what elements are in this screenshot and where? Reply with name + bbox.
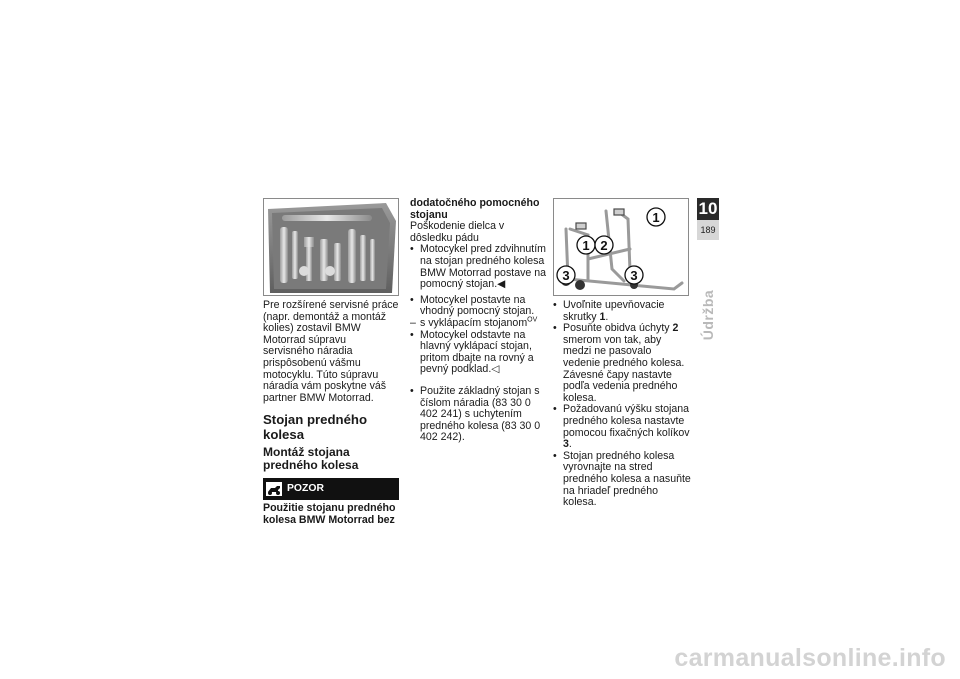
callout-1: 1 [652, 210, 660, 225]
motorcycle-warning-icon [266, 482, 282, 496]
section-heading: Stojan predného kolesa [263, 412, 368, 443]
damage-text: Poškodenie dielca v dôsledku pádu [410, 220, 505, 244]
tool-kit-photo [263, 198, 399, 296]
column-2 [410, 198, 546, 444]
instruction-list [410, 244, 546, 444]
list-item: • Uvoľnite upevňovacie skrutky 1. [553, 300, 691, 323]
callout-1-second: 1 [582, 238, 590, 253]
option-superscript: OV [527, 316, 538, 324]
list-item: • Požadovanú výšku stojana predného kolesa nastavte pomocou fixačných kolíkov 3. [553, 404, 691, 450]
front-wheel-stand-illustration [553, 198, 689, 296]
tool-kit-illustration [264, 199, 398, 295]
warning-text-continued: dodatočného pomocného stojanu [410, 197, 540, 221]
watermark-text: carmanualsonline.info [674, 644, 946, 672]
intro-paragraph: Pre rozšírené servisné práce (napr. demontáž a montáž kolies) zostavil BMW Motorrad súpravu servisného náradia prispôsobenú vášmu motocyklu. Túto súpravu náradia vám poskytne váš partner BMW Motorrad. [263, 299, 399, 404]
section-title-vertical [690, 285, 726, 345]
page-number: 189 [697, 220, 719, 240]
callout-3-left: 3 [562, 268, 570, 283]
section-title: Údržba [700, 289, 717, 341]
warning-text: Použitie stojanu predného kolesa BMW Motorrad bez [263, 502, 396, 526]
chapter-tab [697, 198, 719, 240]
procedure-list [553, 300, 691, 509]
list-item: • Použite základný stojan s číslom náradia (83 30 0 402 241) s uchytením predného kolesa (83 30 0 402 242). [410, 386, 546, 444]
list-item: • Stojan predného kolesa vyrovnajte na stred predného kolesa a nasuňte na hriadeľ predného kolesa. [553, 451, 691, 509]
list-item: – s vyklápacím stojanom$^{OV}$ [410, 318, 546, 330]
subsection-heading: Montáž stojana predného kolesa [263, 445, 359, 473]
list-item: • Motocykel odstavte na hlavný vyklápací stojan, pritom dbajte na rovný a pevný podklad.◁ [410, 330, 546, 376]
callout-3-right: 3 [630, 268, 638, 283]
warning-label: POZOR [287, 483, 324, 495]
column-3 [553, 198, 691, 509]
chapter-number: 10 [698, 199, 718, 218]
list-item: • Motocykel pred zdvihnutím na stojan predného kolesa BMW Motorrad postave na pomocný stojan.◀ [410, 244, 546, 290]
list-item: • Posuňte obidva úchyty 2 smerom von tak, aby medzi ne pasovalo vedenie predného kolesa. Závesné čapy nastavte podľa vedenia predného kolesa. [553, 323, 691, 404]
callout-2: 2 [600, 238, 608, 253]
column-1 [263, 198, 399, 527]
warning-bar [263, 478, 399, 500]
list-item: • Motocykel postavte na vhodný pomocný stojan. [410, 295, 546, 318]
stand-drawing [554, 199, 688, 295]
